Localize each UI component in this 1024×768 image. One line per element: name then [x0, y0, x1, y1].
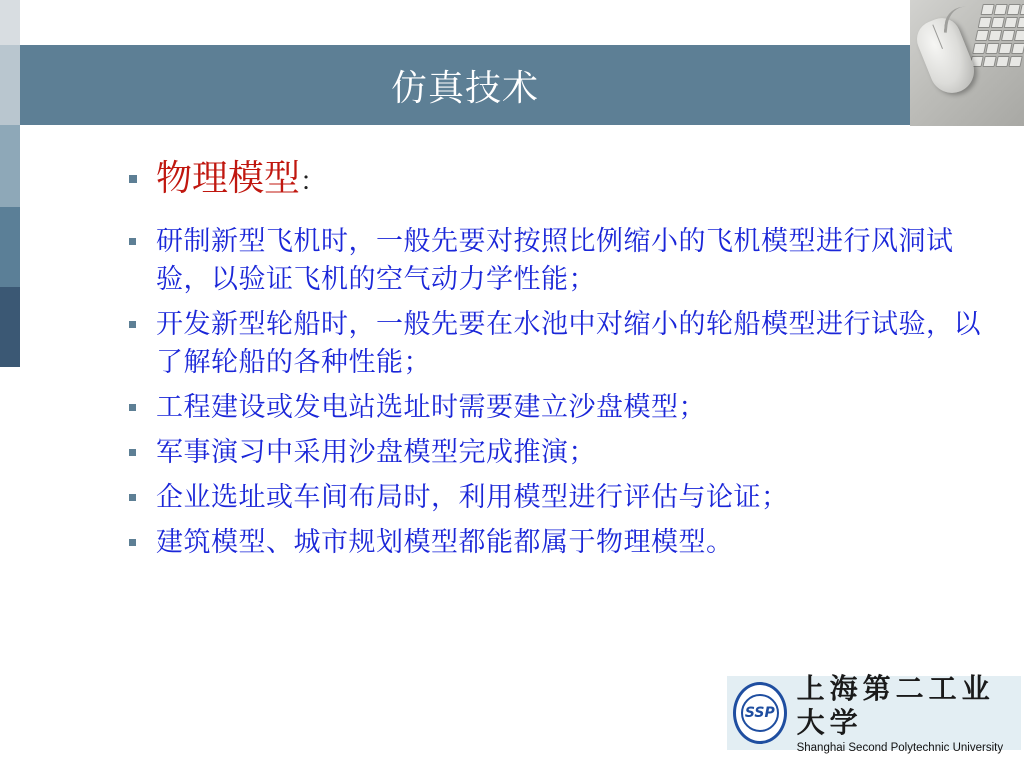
list-item-text: 开发新型轮船时，一般先要在水池中对缩小的轮船模型进行试验，以了解轮船的各种性能；	[156, 309, 981, 378]
heading-colon: ：	[300, 167, 327, 197]
square-bullet-icon	[129, 321, 136, 328]
strip-segment	[0, 287, 20, 367]
bullet-list	[120, 223, 990, 562]
heading-bullet	[120, 150, 990, 211]
left-decor-strip	[0, 0, 20, 768]
list-item	[120, 479, 990, 517]
strip-segment	[0, 0, 20, 45]
square-bullet-icon	[129, 238, 136, 245]
university-name-cn: 上海第二工业大学	[796, 672, 995, 739]
square-bullet-icon	[129, 175, 137, 183]
slide-content	[120, 150, 990, 569]
slide-title: 仿真技术	[390, 67, 539, 109]
list-item	[120, 524, 990, 562]
seal-mark: SSP	[744, 705, 775, 721]
title-bar	[20, 45, 910, 125]
square-bullet-icon	[129, 404, 136, 411]
list-item-text: 军事演习中采用沙盘模型完成推演；	[156, 437, 596, 468]
list-item	[120, 306, 990, 382]
list-item-text: 工程建设或发电站选址时需要建立沙盘模型；	[156, 392, 706, 423]
list-item	[120, 389, 990, 427]
university-seal-icon	[733, 682, 787, 744]
list-item	[120, 223, 990, 299]
strip-segment	[0, 125, 20, 207]
strip-segment	[0, 45, 20, 125]
list-item-text: 企业选址或车间布局时，利用模型进行评估与论证；	[156, 482, 789, 513]
square-bullet-icon	[129, 449, 136, 456]
keyboard-icon	[964, 0, 1024, 72]
section-heading: 物理模型	[156, 158, 301, 199]
list-item-text: 建筑模型、城市规划模型都能都属于物理模型。	[156, 527, 734, 558]
list-item	[120, 434, 990, 472]
university-name-en: Shanghai Second Polytechnic University	[796, 742, 1004, 754]
university-logo	[727, 672, 1021, 754]
strip-segment	[0, 207, 20, 287]
logo-text	[797, 672, 1021, 754]
keyboard-mouse-photo	[910, 0, 1024, 126]
square-bullet-icon	[129, 539, 136, 546]
list-item-text: 研制新型飞机时，一般先要对按照比例缩小的飞机模型进行风洞试验，以验证飞机的空气动力学性能；	[156, 226, 954, 295]
square-bullet-icon	[129, 494, 136, 501]
